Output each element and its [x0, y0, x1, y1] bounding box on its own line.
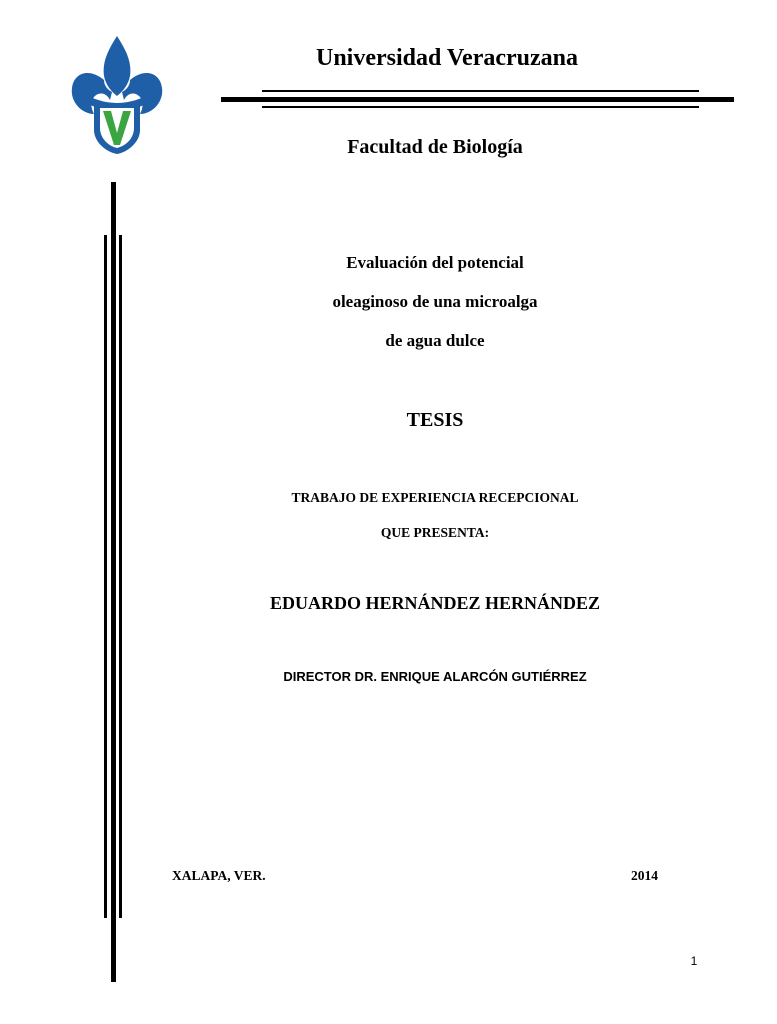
city: XALAPA, VER. — [172, 868, 266, 883]
presented-by-label: QUE PRESENTA: — [380, 525, 490, 540]
work-description: TRABAJO DE EXPERIENCIA RECEPCIONAL — [291, 490, 579, 505]
margin-rule-left — [104, 235, 107, 918]
university-logo-icon — [68, 34, 166, 156]
page-number: 1 — [690, 954, 698, 968]
header-rule-thick — [221, 97, 734, 102]
document-type: TESIS — [406, 409, 464, 431]
margin-rule-right — [119, 235, 122, 918]
margin-rule-thick — [111, 182, 116, 982]
thesis-title-line: de agua dulce — [385, 331, 485, 350]
year: 2014 — [631, 868, 658, 883]
university-name: Universidad Veracruzana — [315, 45, 578, 71]
author-name: EDUARDO HERNÁNDEZ HERNÁNDEZ — [269, 593, 601, 613]
faculty-name: Facultad de Biología — [347, 136, 523, 158]
header-rule-top — [262, 90, 699, 92]
header-rule-bottom — [262, 106, 699, 108]
thesis-title-line: Evaluación del potencial — [346, 253, 524, 272]
director-name: DIRECTOR DR. ENRIQUE ALARCÓN GUTIÉRREZ — [283, 669, 587, 684]
thesis-title-line: oleaginoso de una microalga — [332, 292, 538, 311]
